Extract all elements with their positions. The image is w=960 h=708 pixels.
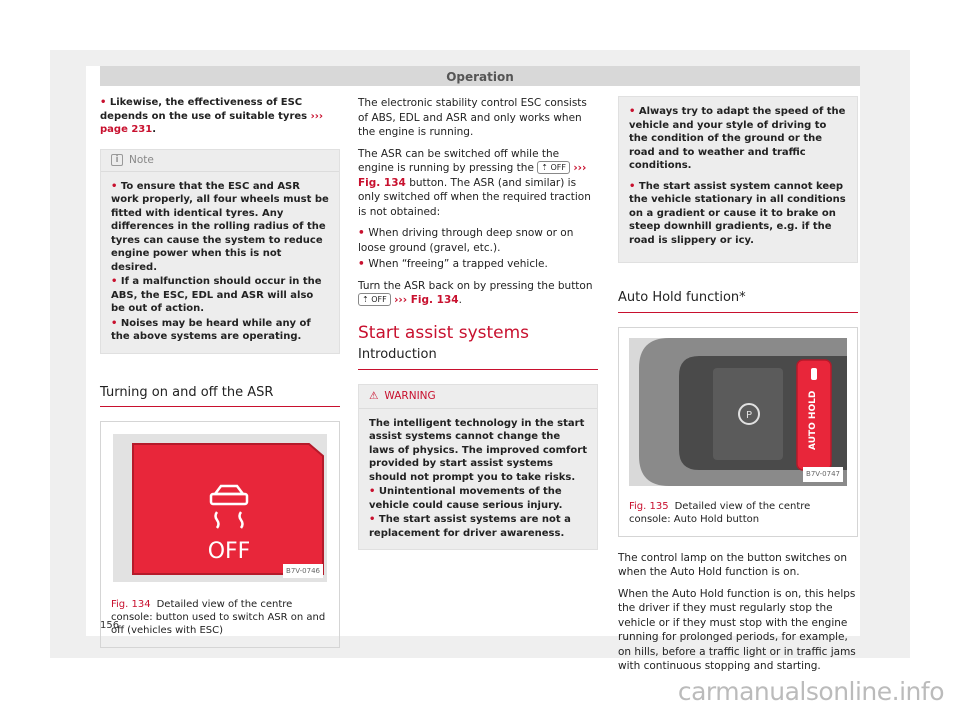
figure-135 [618,327,858,537]
warning-item: • Always try to adapt the speed of the vehicle and your style of driving to the condition of the ground or the road and to weather and traffic conditions. [629,106,846,171]
auto-hold-button-illustration [629,338,847,486]
warning-item: • Unintentional movements of the vehicle could cause serious injury. [369,486,563,511]
paragraph: The control lamp on the button switches on when the Auto Hold function is on. [618,551,848,578]
paragraph: The ASR can be switched off while the engine is running by pressing the ⇡ OFF ››› Fig. 134 button. The ASR (and similar) is only switched off when the required traction is not obtained: [358,147,591,218]
warning-box [358,384,598,551]
list-item: • When “freeing” a trapped vehicle. [358,258,548,270]
paragraph: Turn the ASR back on by pressing the button ⇡ OFF ››› Fig. 134. [358,279,593,306]
figure-number: Fig. 134 [111,599,151,610]
asr-key-icon: ⇡ OFF [537,161,570,174]
button-off-text: OFF [207,539,251,564]
note-label: Note [129,154,154,166]
warning-header [359,385,597,409]
figure-134-caption: Fig. 134 Detailed view of the centre console: button used to switch ASR on and off (vehicles with ESC) [111,599,326,636]
chapter-title: Start assist systems [358,322,530,343]
asr-off-button-illustration [113,434,327,582]
watermark: carmanualsonline.info [677,677,944,706]
warning-item: • The start assist system cannot keep the vehicle stationary in all conditions on a gradient or cause it to brake on steep downhill gradients, e.g. if the road is slippery or icy. [629,180,846,246]
top-bullet: • Likewise, the effectiveness of ESC depends on the use of suitable tyres ››› page 231. [100,97,323,135]
paragraph: When the Auto Hold function is on, this helps the driver if they must regularly stop the vehicle or if they must stop with the engine running for prolonged periods, for example, on hills, before a traffic light or in traffic jams with continuous stopping and starting. [618,587,856,672]
warning-icon: ⚠ [369,390,379,402]
sub-title: Introduction [358,348,598,370]
figure-134 [100,421,340,648]
header-title: Operation [446,70,514,84]
asr-key-icon: ⇡ OFF [358,293,391,306]
note-item: • Noises may be heard while any of the above systems are operating. [111,317,311,342]
note-item: • If a malfunction should occur in the ABS, the ESC, EDL and ASR will also be out of action. [111,276,322,314]
figure-135-caption: Fig. 135 Detailed view of the centre console: Auto Hold button [629,500,811,525]
svg-text:P: P [745,409,753,421]
warning-body [359,409,597,550]
page-link[interactable]: ››› page 231 [100,110,323,135]
page-header [100,66,860,86]
list-item: • When driving through deep snow or on loose ground (gravel, etc.). [358,227,574,254]
warning-label: WARNING [384,390,436,402]
auto-hold-text: AUTO HOLD [808,390,818,450]
warning-item: • The start assist systems are not a replacement for driver awareness. [369,514,571,539]
figure-link[interactable]: ››› Fig. 134 [394,294,459,306]
column-1 [100,96,340,648]
column-2 [358,96,598,550]
section-title-asr: Turning on and off the ASR [100,386,340,408]
figure-number: Fig. 135 [629,500,669,512]
page-number: 156 [100,620,120,631]
note-body [101,172,339,353]
figure-134-image [113,434,327,582]
figure-code: B7V-0746 [283,564,323,579]
figure-135-image [629,338,847,486]
column-3 [618,96,858,681]
note-item: • To ensure that the ESC and ASR work properly, all four wheels must be fitted with identical tyres. Any differences in the rolling radius of the tyres can cause the system to reduce engine power when this is not desired. [111,180,329,273]
paragraph: The electronic stability control ESC consists of ABS, EDL and ASR and only works when the engine is running. [358,97,587,138]
figure-link[interactable]: ››› Fig. 134 [358,162,587,189]
note-header [101,150,339,172]
note-box [100,149,340,354]
figure-code: B7V-0747 [803,467,843,482]
info-icon: i [111,154,123,166]
warning-intro: The intelligent technology in the start assist systems cannot change the laws of physics. The improved comfort provided by start assist systems should not prompt you to take risks. [369,417,587,483]
warning-continued [618,96,858,263]
section-title-auto-hold: Auto Hold function* [618,291,858,313]
